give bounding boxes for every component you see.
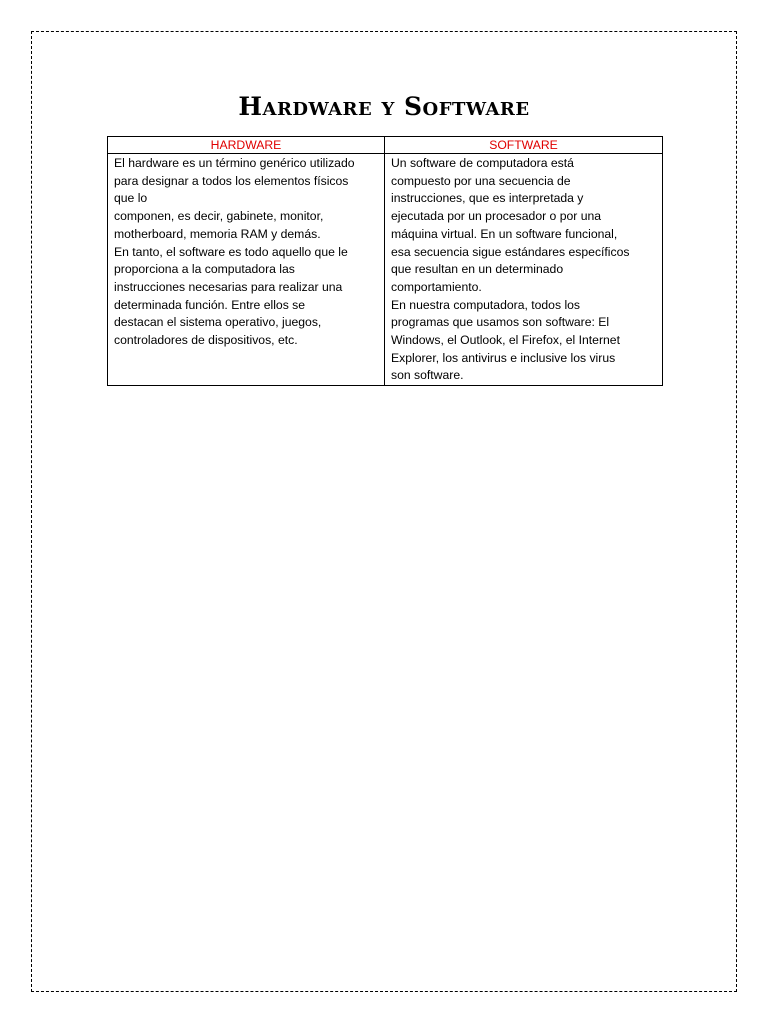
hardware-text-line: proporciona a la computadora las (114, 262, 295, 277)
software-description-cell (385, 154, 663, 386)
software-text-line: comportamiento. (391, 279, 482, 294)
hardware-description-cell (108, 154, 385, 386)
header-software: SOFTWARE (385, 137, 663, 154)
software-text-line: máquina virtual. En un software funcional, (391, 226, 618, 241)
software-text-line: instrucciones, que es interpretada y (391, 191, 584, 206)
hardware-text-line: controladores de dispositivos, etc. (114, 333, 298, 348)
hardware-text-line: que lo (114, 191, 148, 206)
comparison-table (107, 136, 663, 386)
software-text-line: En nuestra computadora, todos los (391, 297, 581, 312)
table-row (108, 154, 663, 386)
hardware-text-line: motherboard, memoria RAM y demás. (114, 226, 321, 241)
hardware-text-line: El hardware es un término genérico utilizado (114, 156, 355, 170)
software-text-line: programas que usamos son software: El (391, 315, 610, 330)
software-text-line: que resultan en un determinado (391, 262, 564, 277)
hardware-text-line: componen, es decir, gabinete, monitor, (114, 209, 324, 224)
document-title: Hardware y Software (238, 92, 530, 121)
software-text-line: compuesto por una secuencia de (391, 173, 571, 188)
software-text-line: ejecutada por un procesador o por una (391, 209, 602, 224)
hardware-text-line: destacan el sistema operativo, juegos, (114, 315, 322, 330)
software-text-line: Windows, el Outlook, el Firefox, el Internet (391, 333, 620, 348)
software-text-line: son software. (391, 368, 464, 383)
hardware-text-line: instrucciones necesarias para realizar una (114, 279, 343, 294)
hardware-text-line: determinada función. Entre ellos se (114, 297, 306, 312)
software-text-line: Explorer, los antivirus e inclusive los virus (391, 350, 616, 365)
hardware-text-line: En tanto, el software es todo aquello que le (114, 244, 348, 259)
header-hardware: HARDWARE (108, 137, 385, 154)
software-text-line: esa secuencia sigue estándares específicos (391, 244, 630, 259)
hardware-text-line: para designar a todos los elementos físicos (114, 173, 349, 188)
software-text-line: Un software de computadora está (391, 156, 574, 170)
table-header-row (108, 137, 663, 154)
